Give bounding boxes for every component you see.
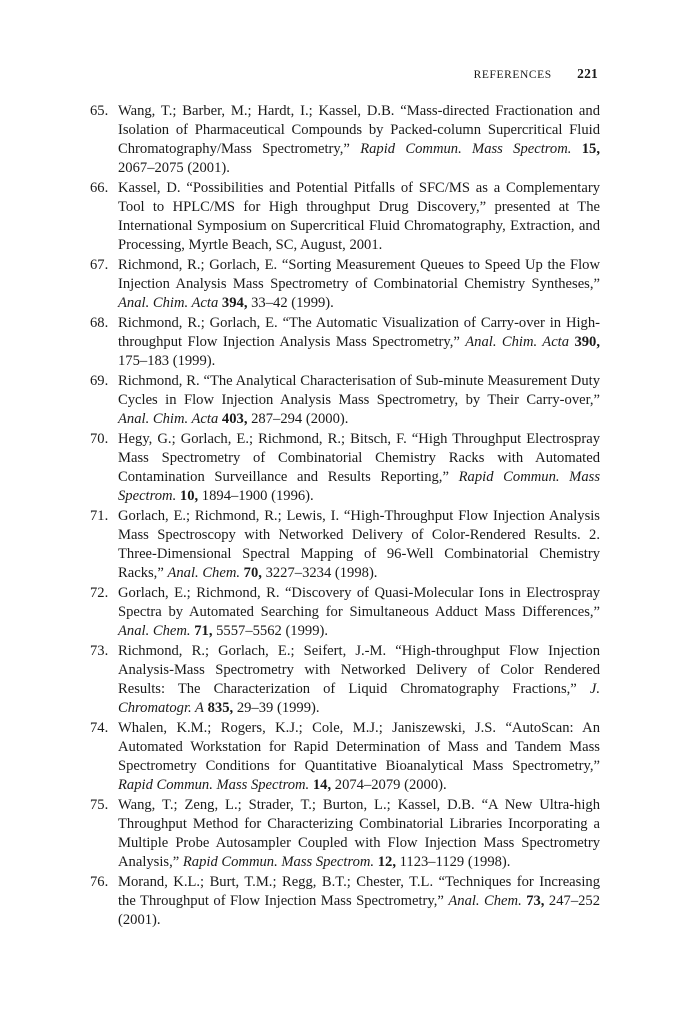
reference-journal: Rapid Commun. Mass Spectrom. <box>118 469 600 504</box>
reference-pages: 3227–3234 (1998). <box>265 565 378 581</box>
reference-pages: 1123–1129 (1998). <box>399 854 511 870</box>
reference-number: 65. <box>90 103 109 119</box>
reference-number: 69. <box>90 373 109 389</box>
reference-item-76 <box>90 873 600 930</box>
reference-item-72 <box>90 584 600 641</box>
reference-number: 74. <box>90 720 109 736</box>
reference-volume: 71, <box>194 623 213 639</box>
reference-volume: 10, <box>179 488 199 504</box>
reference-text: Richmond, R.; Gorlach, E. “The Automatic Visualization of Carry-over in High-throughput Flow Injection Analysis Mass Spectrometry,” <box>118 315 600 350</box>
reference-number: 76. <box>90 874 109 890</box>
reference-list <box>90 102 600 931</box>
reference-pages: 5557–5562 (1999). <box>216 623 329 639</box>
reference-journal: Rapid Commun. Mass Spectrom. <box>118 777 310 793</box>
reference-item-66 <box>90 179 600 255</box>
reference-text: Richmond, R. “The Analytical Characterisation of Sub-minute Measurement Duty Cycles in Flow Injection Analysis Mass Spectrometry, by Their Carry-over,” <box>118 373 600 408</box>
reference-volume: 70, <box>243 565 262 581</box>
reference-pages: 287–294 (2000). <box>251 411 349 427</box>
reference-item-73 <box>90 642 600 718</box>
reference-text: Richmond, R.; Gorlach, E. “Sorting Measurement Queues to Speed Up the Flow Injection Analysis Mass Spectrometry of Combinatorial Chemistry Syntheses,” <box>118 257 600 292</box>
reference-item-69 <box>90 372 600 429</box>
reference-number: 71. <box>90 508 109 524</box>
reference-volume: 15, <box>581 141 600 157</box>
reference-item-70 <box>90 430 600 506</box>
reference-journal: Rapid Commun. Mass Spectrom. <box>360 141 572 157</box>
reference-pages: 29–39 (1999). <box>236 700 320 716</box>
reference-volume: 394, <box>221 295 248 311</box>
reference-journal: Anal. Chim. Acta <box>118 411 219 427</box>
reference-journal: Anal. Chim. Acta <box>118 295 219 311</box>
reference-pages: 247–252 (2001). <box>118 893 600 928</box>
reference-text: Gorlach, E.; Richmond, R. “Discovery of Quasi-Molecular Ions in Electrospray Spectra by Automated Searching for Simultaneous Adduct Mass Differences,” <box>118 585 600 620</box>
reference-number: 75. <box>90 797 109 813</box>
reference-volume: 403, <box>221 411 248 427</box>
reference-volume: 12, <box>377 854 396 870</box>
reference-pages: 175–183 (1999). <box>118 353 216 369</box>
reference-pages: 2074–2079 (2000). <box>334 777 447 793</box>
reference-pages: 2067–2075 (2001). <box>118 160 230 176</box>
reference-item-68 <box>90 314 600 371</box>
reference-item-67 <box>90 256 600 313</box>
reference-text: Gorlach, E.; Richmond, R.; Lewis, I. “High-Throughput Flow Injection Analysis Mass Spectroscopy with Networked Delivery of Color-Rendered Results. 2. Three-Dimensional Spectral Mapping of 96-Well Combinatorial Chemistry Racks,” <box>118 508 600 581</box>
reference-journal: Anal. Chem. <box>167 565 241 581</box>
reference-item-75 <box>90 796 600 872</box>
reference-text: Wang, T.; Barber, M.; Hardt, I.; Kassel, D.B. “Mass-directed Fractionation and Isolation of Pharmaceutical Compounds by Packed-column Supercritical Fluid Chromatography/Mass Spectrometry,” <box>118 103 600 157</box>
reference-pages: 1894–1900 (1996). <box>201 488 314 504</box>
reference-text: Kassel, D. “Possibilities and Potential Pitfalls of SFC/MS as a Complementary Tool to HPLC/MS for High throughput Drug Discovery,” presented at The International Symposium on Supercritical Fluid Chromatography, Extraction, and Processing, Myrtle Beach, SC, August, 2001. <box>118 180 600 253</box>
reference-item-71 <box>90 507 600 583</box>
reference-journal: Anal. Chem. <box>448 893 522 909</box>
reference-text: Whalen, K.M.; Rogers, K.J.; Cole, M.J.; Janiszewski, J.S. “AutoScan: An Automated Workstation for Rapid Determination of Mass and Tandem Mass Spectrometry Conditions for Quantitative Bioanalytical Mass Spectrometry,” <box>118 720 600 774</box>
reference-text: Morand, K.L.; Burt, T.M.; Regg, B.T.; Chester, T.L. “Techniques for Increasing the Throughput of Flow Injection Mass Spectrometry,” <box>118 874 600 909</box>
reference-number: 72. <box>90 585 109 601</box>
reference-journal: Rapid Commun. Mass Spectrom. <box>182 854 375 870</box>
page-number: 221 <box>577 66 598 81</box>
reference-volume: 73, <box>526 893 545 909</box>
reference-text: Wang, T.; Zeng, L.; Strader, T.; Burton, L.; Kassel, D.B. “A New Ultra-high Throughput Method for Characterizing Combinatorial Libraries Incorporating a Multiple Probe Autosampler Coupled with Flow Injection Mass Spectrometry Analysis,” <box>118 797 600 870</box>
reference-text: Hegy, G.; Gorlach, E.; Richmond, R.; Bitsch, F. “High Throughput Electrospray Mass Spectrometry of Combinatorial Chemistry Racks with Automated Contamination Surveillance and Results Reporting,” <box>118 431 600 485</box>
reference-volume: 390, <box>574 334 600 350</box>
reference-number: 67. <box>90 257 109 273</box>
reference-pages: 33–42 (1999). <box>251 295 334 311</box>
reference-number: 70. <box>90 431 109 447</box>
reference-number: 68. <box>90 315 109 331</box>
reference-journal: Anal. Chim. Acta <box>465 334 570 350</box>
running-header <box>90 66 598 84</box>
reference-number: 73. <box>90 643 109 659</box>
reference-text: Richmond, R.; Gorlach, E.; Seifert, J.-M. “High-throughput Flow Injection Analysis-Mass Spectrometry with Networked Delivery of Color Rendered Results: The Characterization of Liquid Chromatography Fractions,” <box>118 643 600 697</box>
reference-volume: 835, <box>207 700 234 716</box>
reference-journal: J. Chromatogr. A <box>118 681 600 716</box>
reference-number: 66. <box>90 180 109 196</box>
reference-volume: 14, <box>312 777 332 793</box>
reference-item-65 <box>90 102 600 178</box>
running-header-section: REFERENCES <box>473 69 552 81</box>
reference-journal: Anal. Chem. <box>118 623 191 639</box>
reference-item-74 <box>90 719 600 795</box>
